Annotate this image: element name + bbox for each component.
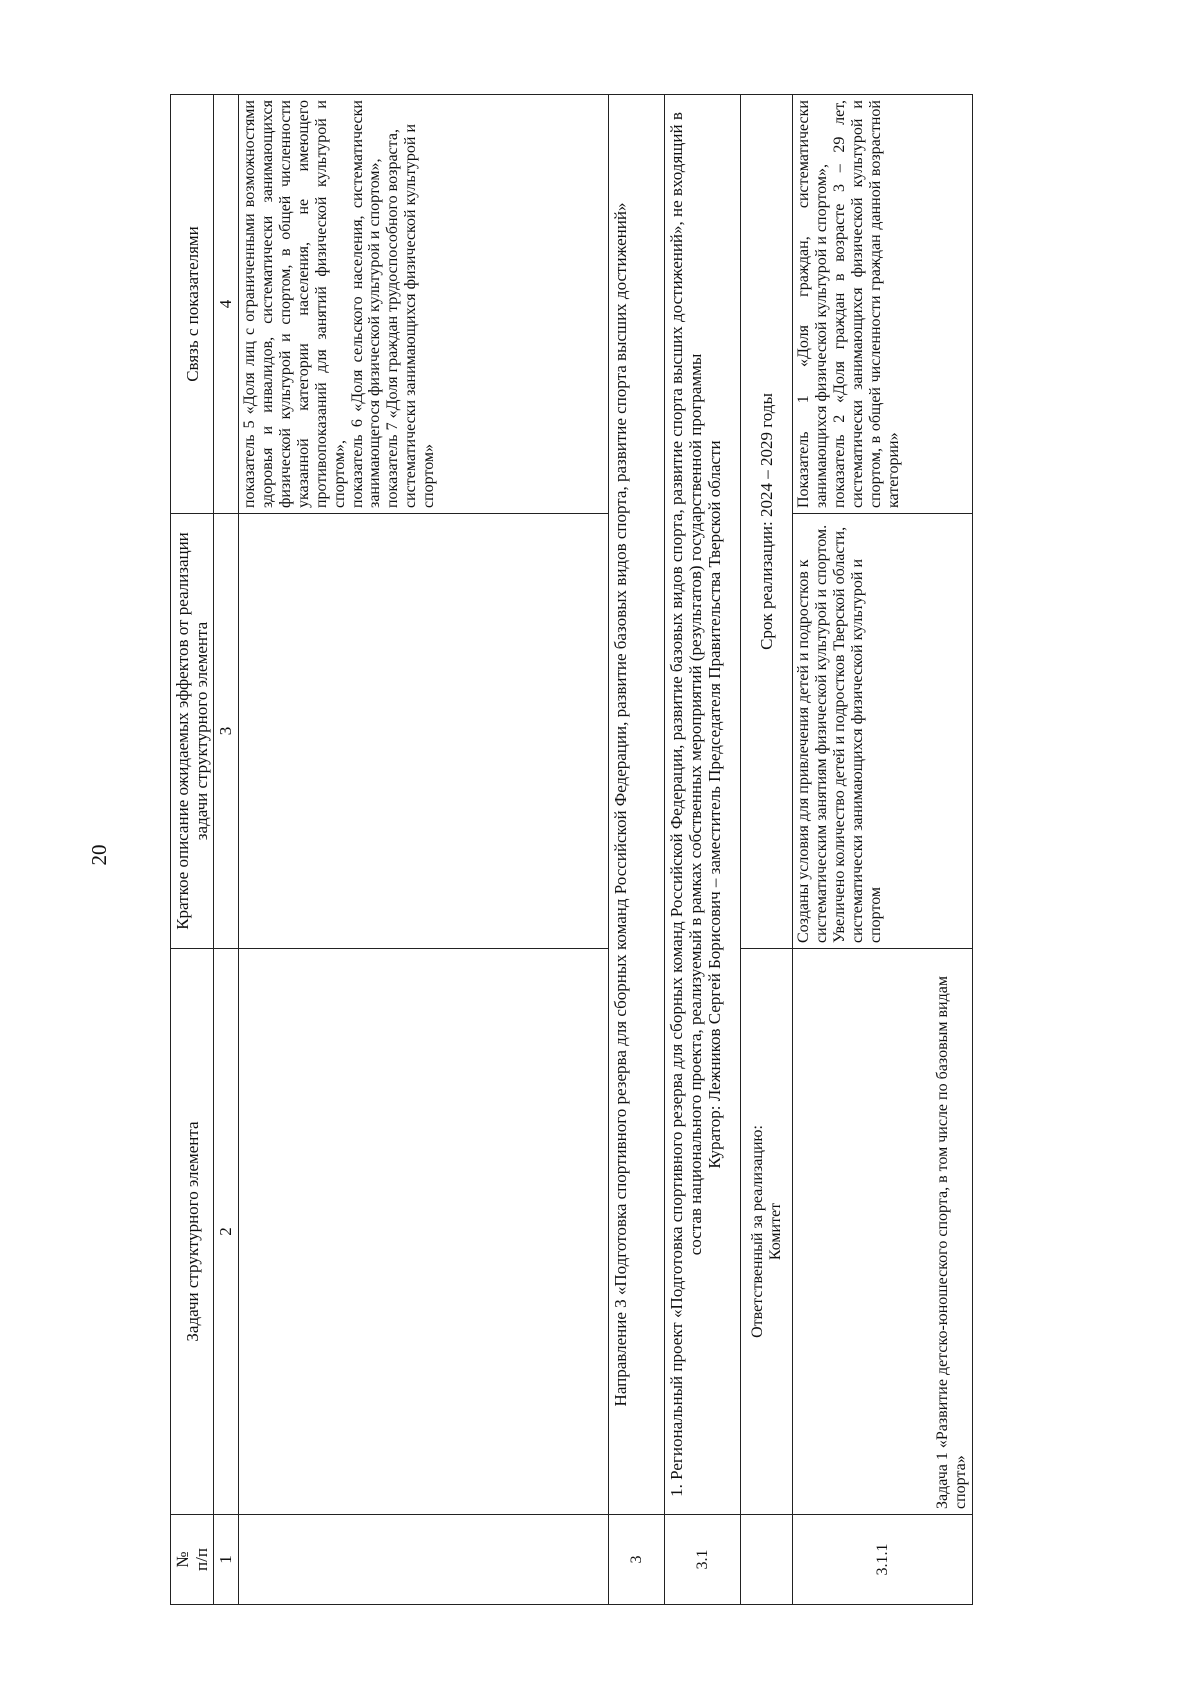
direction-number: 3 — [609, 1515, 665, 1605]
continuation-num-cell — [239, 1515, 609, 1605]
column-number-row — [214, 95, 239, 1605]
direction-title: Направление 3 «Подготовка спортивного резерва для сборных команд Российской Федерации, развитие базовых видов спорта, развитие спорта высших достижений» — [609, 95, 665, 1515]
header-number: № п/п — [171, 1515, 214, 1605]
continuation-row — [239, 95, 609, 1605]
indicator-6: показатель 6 «Доля сельского населения, систематически занимающегося физической культурой и спортом», — [348, 100, 384, 508]
project-cell — [665, 95, 741, 1515]
indicator-2: показатель 2 «Доля граждан в возрасте 3 – 29 лет, систематически занимающихся физической культурой и спортом, в общей численности граждан данной возрастной категории» — [830, 100, 902, 508]
indicator-5: показатель 5 «Доля лиц с ограниченными возможностями здоровья и инвалидов, систематически занимающихся физической культурой и спортом, в общей численности указанной категории населения, не имеющего противопоказаний для занятий физической культурой и спортом», — [241, 100, 348, 508]
project-curator: Куратор: Лежников Сергей Борисович – заместитель Председателя Правительства Тверской области — [705, 440, 725, 1169]
column-number-3: 3 — [214, 514, 239, 949]
effect-1: Созданы условия для привлечения детей и подростков к систематическим занятиям физической культурой и спортом. — [795, 524, 830, 943]
task-effects-cell — [793, 514, 973, 949]
header-indicators: Связь с показателями — [171, 95, 214, 514]
header-effects: Краткое описание ожидаемых эффектов от реализации задачи структурного элемента — [171, 514, 214, 949]
page-number: 20 — [87, 844, 111, 866]
indicator-7: показатель 7 «Доля граждан трудоспособного возраста, систематически занимающихся физической культурой и спортом» — [384, 123, 438, 508]
responsible-row — [741, 95, 793, 1605]
task-number: 3.1.1 — [793, 1515, 973, 1605]
continuation-indicators-cell — [239, 95, 609, 514]
responsible-label: Ответственный за реализацию: — [748, 1125, 766, 1338]
project-title: 1. Региональный проект «Подготовка спортивного резерва для сборных команд Российской Федерации, развитие базовых видов спорта, развитие спорта высших достижений», не входящий в состав национального проекта, реализуемый в рамках собственных мероприятий (результатов) государственной программы — [667, 112, 706, 1497]
indicator-1: Показатель 1 «Доля граждан, систематически занимающихся физической культурой и спортом», — [795, 100, 830, 508]
implementation-term: Срок реализации: 2024 – 2029 годы — [741, 95, 793, 949]
structural-element-tasks-table — [170, 94, 973, 1605]
continuation-task-cell — [239, 949, 609, 1515]
column-number-4: 4 — [214, 95, 239, 514]
header-tasks: Задачи структурного элемента — [171, 949, 214, 1515]
table-header-row — [171, 95, 214, 1605]
continuation-effects-cell — [239, 514, 609, 949]
responsible-value: Комитет — [766, 1202, 784, 1261]
project-number: 3.1 — [665, 1515, 741, 1605]
column-number-1: 1 — [214, 1515, 239, 1605]
responsible-cell — [741, 949, 793, 1515]
task-text: Задача 1 «Развитие детско-юношеского спорта, в том числе по базовым видам спорта» — [934, 976, 970, 1509]
column-number-2: 2 — [214, 949, 239, 1515]
rotated-table-container — [170, 95, 1068, 1605]
task-row — [793, 95, 973, 1605]
task-indicators-cell — [793, 95, 973, 514]
project-row — [665, 95, 741, 1605]
effect-2: Увеличено количество детей и подростков Тверской области, систематически занимающихся физической культурой и спортом — [830, 526, 884, 943]
task-cell — [793, 949, 973, 1515]
responsible-num-cell — [741, 1515, 793, 1605]
direction-row — [609, 95, 665, 1605]
